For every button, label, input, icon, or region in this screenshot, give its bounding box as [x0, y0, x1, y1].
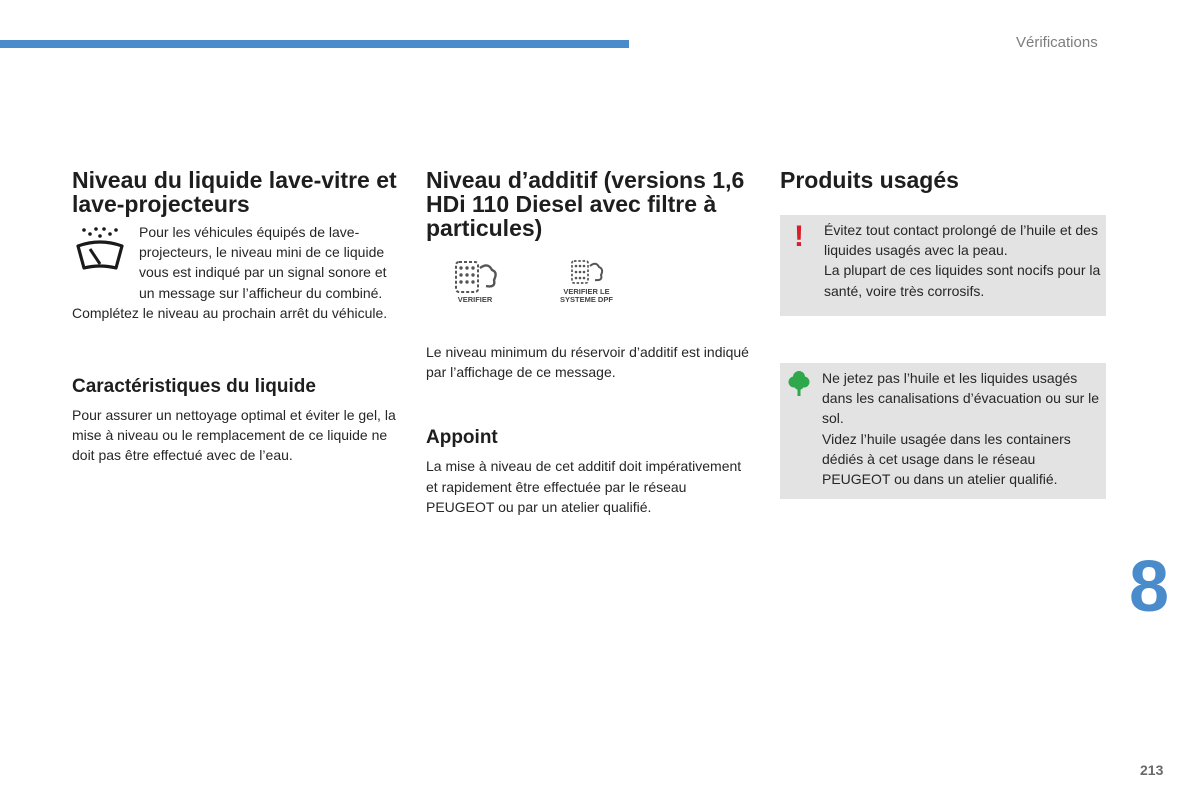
exclamation-icon: !: [794, 220, 804, 253]
dpf-check-caption: VERIFIER: [457, 295, 493, 304]
particle-filter-icon: [566, 258, 606, 288]
washer-warning-block: [72, 222, 402, 303]
fluid-characteristics-title: Caractéristiques du liquide: [72, 376, 316, 398]
environment-note-box: [780, 363, 1106, 499]
environment-note-text: Ne jetez pas l’huile et les liquides usagés dans les canalisations d’évacuation ou sur le sol. Videz l’huile usagée dans les containers dédiés à cet usage dans le réseau PEUGEOT ou dans un atelier qualifié.: [822, 370, 1100, 488]
dpf-system-caption-line2: SYSTEME DPF: [560, 295, 613, 304]
section-label: Vérifications: [1016, 34, 1098, 51]
refill-title: Appoint: [426, 427, 498, 449]
page-number: 213: [1140, 762, 1164, 778]
warning-note-box: [780, 215, 1106, 316]
dpf-system-caption-line1: VERIFIER LE: [563, 287, 610, 296]
fluid-characteristics-text: Pour assurer un nettoyage optimal et éviter le gel, la mise à niveau ou le remplacement de ce liquide ne doit pas être effectué avec de l’eau.: [72, 407, 396, 464]
additive-column: [426, 168, 756, 517]
refill-text: La mise à niveau de cet additif doit impérativement et rapidement être effectuée par le réseau PEUGEOT ou par un atelier qualifié.: [426, 458, 742, 515]
washer-fluid-title: Niveau du liquide lave-vitre et lave-projecteurs: [72, 167, 397, 217]
warning-note-text: Évitez tout contact prolongé de l’huile et des liquides usagés avec la peau. La plupart de ces liquides sont nocifs pour la santé, voire très corrosifs.: [824, 222, 1101, 299]
additive-title: Niveau d’additif (versions 1,6 HDi 110 Diesel avec filtre à particules): [426, 167, 745, 241]
dpf-system-check-message: [560, 258, 613, 304]
particle-filter-icon: [450, 258, 500, 296]
dpf-check-message: [450, 258, 500, 304]
washer-complete-text: Complétez le niveau au prochain arrêt du véhicule.: [72, 304, 388, 321]
windscreen-washer-icon: [72, 224, 128, 274]
used-products-title: Produits usagés: [780, 167, 959, 193]
dpf-message-icons: [426, 258, 756, 338]
chapter-number: 8: [1129, 547, 1170, 627]
used-products-column: [780, 168, 1106, 192]
additive-level-text: Le niveau minimum du réservoir d’additif est indiqué par l’affichage de ce message.: [426, 344, 749, 381]
washer-fluid-column: [72, 168, 402, 466]
tree-icon: [788, 369, 810, 397]
header-accent-bar: [0, 40, 629, 48]
washer-warning-text: Pour les véhicules équipés de lave-projecteurs, le niveau mini de ce liquide vous est indiqué par un signal sonore et un message sur l’afficheur du combiné.: [139, 224, 387, 301]
